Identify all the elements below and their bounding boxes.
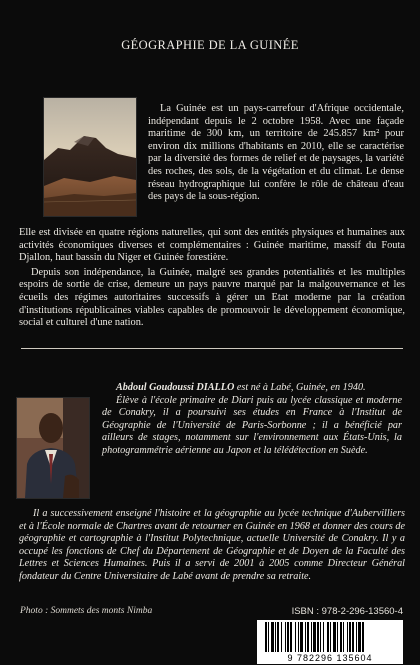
barcode-bar (298, 622, 299, 652)
intro-paragraph-block (148, 103, 404, 204)
barcode-bar (307, 622, 309, 652)
barcode-bar (358, 622, 361, 652)
mountain-landscape-image (44, 98, 136, 216)
author-bio-top (102, 382, 402, 458)
regions-paragraph: Elle est divisée en quatre régions naturelles, qui sont des entités physiques et humaines aux activités économiques diverses et complémentaires : Guinée maritime, massif du Fouta Djallon, haut bassin du Niger et Guinée forestière. (19, 227, 405, 264)
barcode-bar (290, 622, 292, 652)
author-name: Abdoul Goudoussi DIALLO (116, 382, 235, 393)
barcode-bar (352, 622, 354, 652)
author-photo (16, 397, 90, 499)
barcode-bar (271, 622, 274, 652)
barcode-bar (327, 622, 329, 652)
book-title: GÉOGRAPHIE DE LA GUINÉE (121, 38, 299, 52)
barcode-bar (275, 622, 276, 652)
barcode-bar (277, 622, 279, 652)
barcode-bar (362, 622, 364, 652)
description-block (19, 227, 405, 330)
barcode-bar (330, 622, 331, 652)
author-career-paragraph: Il a successivement enseigné l'histoire et la géographie au lycée technique d'Aubervilliers et à l'École normale de Chartres avant de retourner en Guinée en 1968 et donner des cours de géographie et cartographie à l'Institut Polytechnique, actuelle Université de Conakry. Il y a occupé les fonctions de Chef du Département de Géographie et de Doyen de la Faculté des Lettres et Sciences Humaines. Puis il a servi de 2001 à 2005 comme Directeur Général fondateur du Centre Universitaire de Labé avant de prendre sa retraite. (19, 508, 405, 582)
barcode-bar (340, 622, 342, 652)
barcode-bar (265, 622, 267, 652)
divider (21, 348, 403, 349)
barcode-bar (333, 622, 336, 652)
barcode-bar (320, 622, 321, 652)
author-bio-bottom (19, 508, 405, 584)
barcode-bar (356, 622, 357, 652)
barcode-bar (300, 622, 303, 652)
author-birth: est né à Labé, Guinée, en 1940. (234, 382, 366, 393)
isbn: ISBN : 978-2-296-13560-4 (291, 606, 403, 617)
barcode-bar (305, 622, 306, 652)
barcode-bar (317, 622, 319, 652)
barcode-bars (257, 620, 403, 654)
barcode-bar (295, 622, 296, 652)
barcode-number: 9 782296 135604 (257, 653, 403, 663)
barcode-bar (313, 622, 316, 652)
mountain-photo (43, 97, 137, 217)
barcode-bar (285, 622, 286, 652)
author-education-paragraph: Élève à l'école primaire de Diari puis au lycée classique et moderne de Conakry, il a poursuivi ses études en France à l'Institut de Géographie de l'Université de Paris-Sorbonne ; il a bénéficié par ailleurs de stages, notamment sur l'environnement aux États-Unis, la photogrammétrie aérienne au Japon et la télédétection en Suède. (102, 394, 402, 456)
barcode-bar (323, 622, 324, 652)
barcode-bar (281, 622, 282, 652)
history-paragraph: Depuis son indépendance, la Guinée, malgré ses grandes potentialités et les multiples espoirs de sortie de crise, demeure un pays pauvre marqué par la malgouvernance et les écueils des régimes autoritaires successifs à gérer un Etat moderne par la création d'institutions républicaines viables capables de promouvoir le développement économique, social et culturel d'une nation. (19, 266, 405, 329)
barcode-bar (311, 622, 312, 652)
intro-paragraph: La Guinée est un pays-carrefour d'Afrique occidentale, indépendant depuis le 2 octobre 1958. Avec une façade maritime de 300 km, un territoire de 245.857 km² pour environ dix millions d'habitants en 2010, elle se caractérise par la diversité des formes de relief et de paysages, la variété des roches, des sols, de la végétation et du climat. Le dense réseau hydrographique lui confère le rôle de château d'eau des pays de la sous-région. (148, 103, 404, 203)
barcode (257, 620, 403, 664)
barcode-bar (287, 622, 289, 652)
barcode-bar (268, 622, 269, 652)
barcode-bar (337, 622, 338, 652)
author-portrait-image (17, 398, 89, 498)
barcode-bar (349, 622, 351, 652)
author-intro-line (102, 382, 402, 395)
photo-credit: Photo : Sommets des monts Nimba (20, 606, 153, 616)
barcode-bar (347, 622, 348, 652)
barcode-bar (343, 622, 344, 652)
